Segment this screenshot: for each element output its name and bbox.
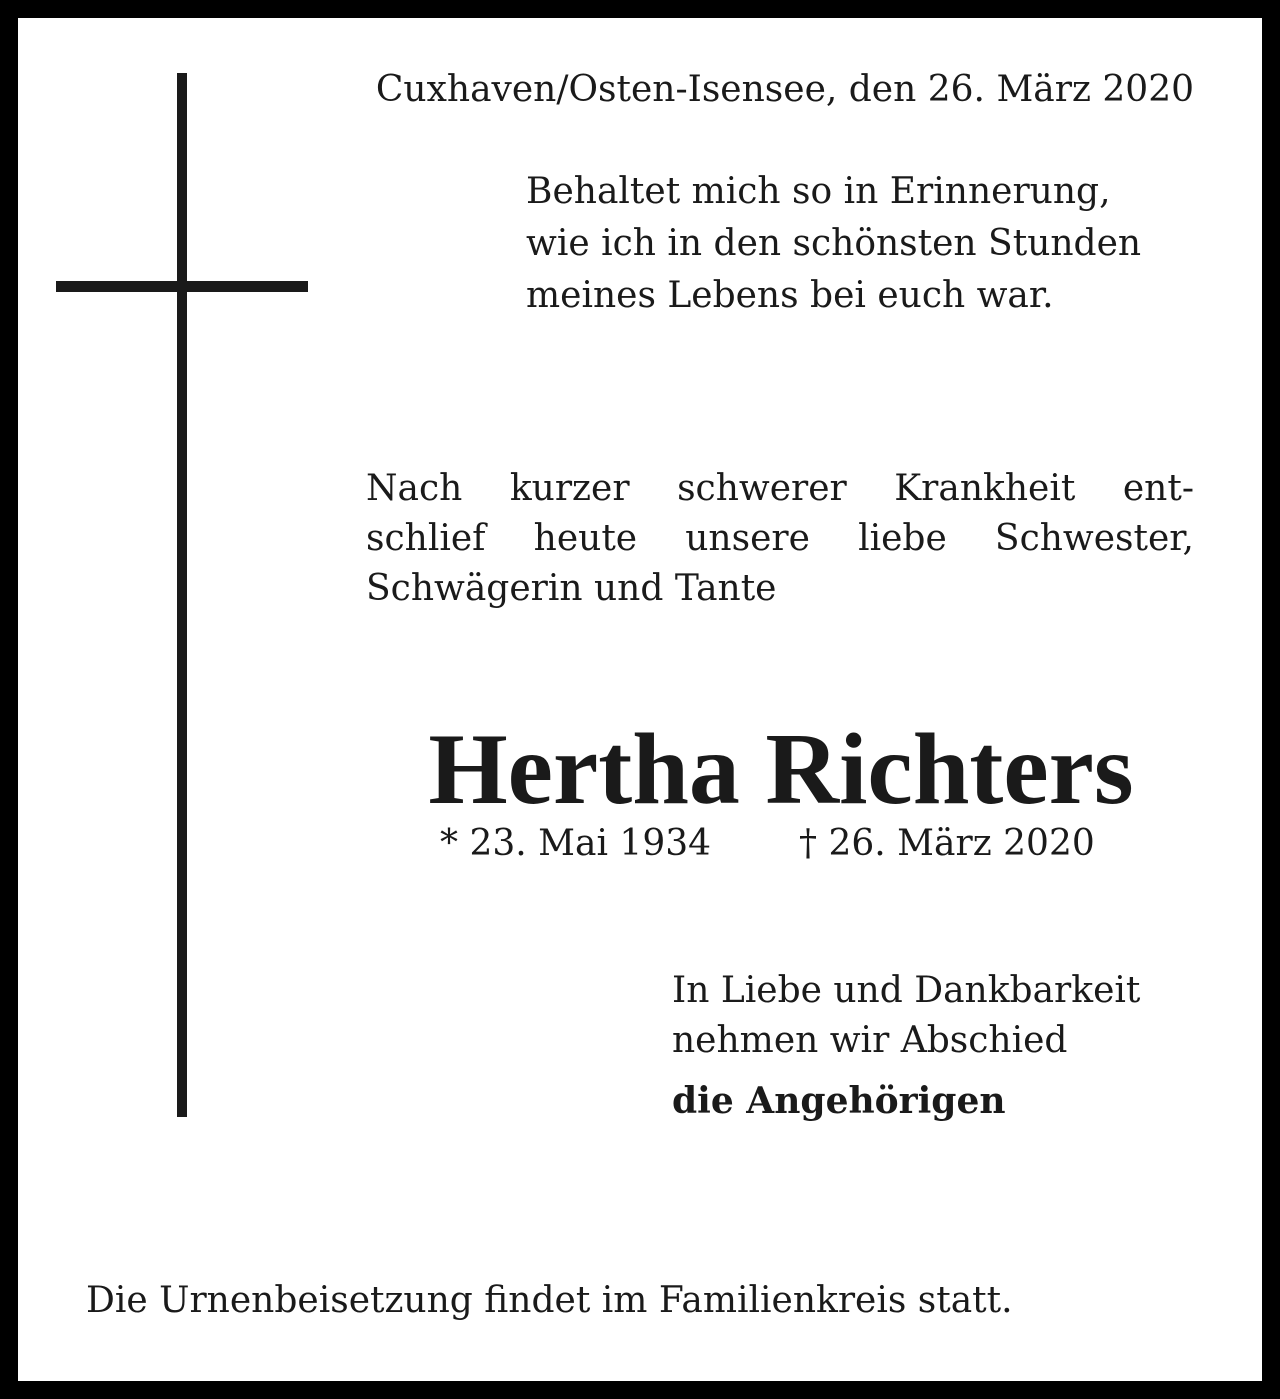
announcement-word: Schwester, (994, 518, 1194, 559)
motto-line: meines Lebens bei euch war. (526, 275, 1054, 316)
death-date: † 26. März 2020 (799, 823, 1095, 864)
announcement-word: ent- (1122, 468, 1194, 509)
announcement-word: heute (533, 518, 638, 559)
death-announcement (366, 464, 1194, 614)
motto-line: Behaltet mich so in Erinnerung, (526, 171, 1111, 212)
funeral-note: Die Urnenbeisetzung findet im Familienkreis statt. (86, 1280, 1013, 1321)
place-date: Cuxhaven/Osten-Isensee, den 26. März 2020 (375, 69, 1194, 110)
announcement-line (366, 464, 1194, 514)
life-dates (440, 822, 1095, 866)
birth-date: * 23. Mai 1934 (440, 823, 712, 864)
farewell-block (672, 966, 1140, 1126)
motto-line: wie ich in den schönsten Stunden (526, 223, 1142, 264)
farewell-line: In Liebe und Dankbarkeit (672, 970, 1141, 1011)
cross-icon-vertical-beam (177, 73, 187, 1117)
announcement-word: Nach (366, 468, 463, 509)
motto-quote (526, 166, 1141, 322)
cross-icon-horizontal-beam (56, 281, 308, 292)
announcement-word: liebe (858, 518, 947, 559)
announcement-word: schlief (366, 518, 486, 559)
announcement-line: Schwägerin und Tante (366, 568, 777, 609)
farewell-line: nehmen wir Abschied (672, 1020, 1068, 1061)
signature: die Angehörigen (672, 1080, 1006, 1122)
announcement-word: schwerer (677, 468, 847, 509)
announcement-line (366, 514, 1194, 564)
announcement-word: unsere (685, 518, 810, 559)
deceased-name: Hertha Richters (428, 713, 1134, 826)
obituary-notice (18, 18, 1262, 1381)
announcement-word: kurzer (509, 468, 630, 509)
announcement-word: Krankheit (894, 468, 1076, 509)
